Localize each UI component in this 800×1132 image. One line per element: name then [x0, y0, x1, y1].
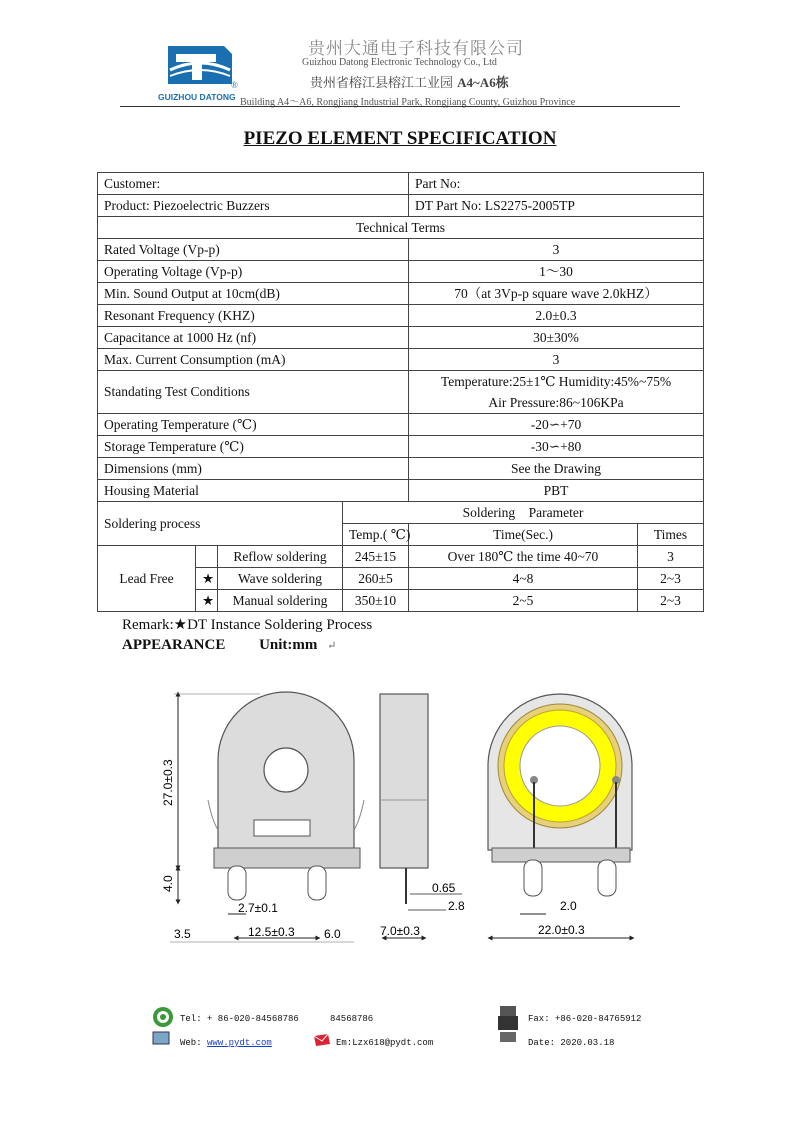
spec-label: Rated Voltage (Vp-p): [98, 239, 409, 261]
fax-icon: [496, 1004, 520, 1044]
table-row: [98, 173, 704, 195]
spec-table: [97, 172, 704, 612]
front-view: [161, 692, 364, 942]
appearance-label: APPEARANCE: [122, 637, 226, 653]
spec-value: 3: [409, 239, 704, 261]
spec-label: Max. Current Consumption (mA): [98, 349, 409, 371]
temp-header: Temp.( ℃): [343, 524, 409, 546]
dim-height: 27.0±0.3: [161, 759, 175, 806]
table-row: [98, 283, 704, 305]
technical-terms-header: Technical Terms: [98, 217, 704, 239]
table-row: [98, 305, 704, 327]
spec-value: 30±30%: [409, 327, 704, 349]
email-icon: [312, 1032, 332, 1048]
table-row: [98, 414, 704, 436]
table-row: [98, 502, 704, 524]
header-rule: [120, 106, 680, 107]
spec-value: [409, 371, 704, 414]
footer-fax: Fax: +86-020-84765912: [528, 1014, 642, 1024]
spec-value: 1～30: [409, 261, 704, 283]
address-cn: 贵州省榕江县榕江工业园 A4~A6栋: [310, 75, 509, 91]
spec-label: Housing Material: [98, 480, 409, 502]
spec-label: Operating Temperature (℃): [98, 414, 409, 436]
spec-label: Operating Voltage (Vp-p): [98, 261, 409, 283]
star-cell: ★: [196, 568, 218, 590]
dim-left: 3.5: [174, 927, 191, 941]
soldering-name: Wave soldering: [218, 568, 343, 590]
star-cell: [196, 546, 218, 568]
star-cell: ★: [196, 590, 218, 612]
table-row: [98, 349, 704, 371]
times-header: Times: [638, 524, 704, 546]
lead-free-cell: Lead Free: [98, 546, 196, 612]
table-row: [98, 458, 704, 480]
side-view: [380, 694, 465, 938]
table-row: [98, 327, 704, 349]
soldering-parameter-header: Soldering Parameter: [343, 502, 704, 524]
customer-cell: Customer:: [98, 173, 409, 195]
appearance-drawing: [150, 680, 650, 950]
dim-pin-offset: 2.8: [448, 899, 465, 913]
spec-label: Capacitance at 1000 Hz (nf): [98, 327, 409, 349]
dim-right: 6.0: [324, 927, 341, 941]
soldering-times: 3: [638, 546, 704, 568]
registered-mark: ®: [231, 80, 238, 90]
dim-width: 22.0±0.3: [538, 923, 585, 937]
spec-value: -20∽+70: [409, 414, 704, 436]
test-conditions-line2: Air Pressure:86~106KPa: [488, 395, 624, 410]
footer-web: Web: www.pydt.com: [180, 1038, 272, 1048]
remark: Remark:★DT Instance Soldering Process: [122, 617, 373, 633]
soldering-name: Reflow soldering: [218, 546, 343, 568]
spec-label: Standating Test Conditions: [98, 371, 409, 414]
appearance-heading: [122, 637, 336, 654]
product-cell: Product: Piezoelectric Buzzers: [98, 195, 409, 217]
dim-pin-len: 4.0: [161, 875, 175, 892]
soldering-temp: 260±5: [343, 568, 409, 590]
soldering-time: 2~5: [409, 590, 638, 612]
test-conditions-line1: Temperature:25±1℃ Humidity:45%~75%: [440, 374, 672, 389]
spec-value: PBT: [409, 480, 704, 502]
table-row: [98, 371, 704, 414]
dim-pitch: 12.5±0.3: [248, 925, 295, 939]
dim-back-pin: 2.0: [560, 899, 577, 913]
company-name-cn: 贵州大通电子科技有限公司: [308, 39, 524, 59]
soldering-name: Manual soldering: [218, 590, 343, 612]
table-row: [98, 480, 704, 502]
spec-value: See the Drawing: [409, 458, 704, 480]
dim-thickness: 7.0±0.3: [380, 924, 420, 938]
web-icon: [152, 1030, 172, 1046]
spec-value: 2.0±0.3: [409, 305, 704, 327]
soldering-times: 2~3: [638, 590, 704, 612]
spec-value: -30∽+80: [409, 436, 704, 458]
table-row: [98, 261, 704, 283]
spec-label: Storage Temperature (℃): [98, 436, 409, 458]
unit-label: Unit:mm: [259, 637, 318, 653]
soldering-label: Soldering process: [98, 502, 343, 546]
spec-label: Dimensions (mm): [98, 458, 409, 480]
table-row: [98, 436, 704, 458]
dt-part-no-cell: DT Part No: LS2275-2005TP: [409, 195, 704, 217]
spec-value: 70（at 3Vp-p square wave 2.0kHZ）: [409, 283, 704, 305]
back-view: [488, 694, 632, 938]
table-row: [98, 239, 704, 261]
footer-tel-2: 84568786: [330, 1014, 374, 1024]
footer-tel: Tel: + 86-020-84568786: [180, 1014, 299, 1024]
time-header: Time(Sec.): [409, 524, 638, 546]
spec-label: Resonant Frequency (KHZ): [98, 305, 409, 327]
phone-icon: [152, 1006, 174, 1028]
soldering-time: Over 180℃ the time 40~70: [409, 546, 638, 568]
soldering-temp: 245±15: [343, 546, 409, 568]
soldering-temp: 350±10: [343, 590, 409, 612]
spec-value: 3: [409, 349, 704, 371]
footer-email: Em:Lzx618@pydt.com: [336, 1038, 434, 1048]
dim-pin-thickness: 0.65: [432, 881, 456, 895]
soldering-times: 2~3: [638, 568, 704, 590]
return-mark-icon: ↵: [327, 640, 337, 652]
soldering-time: 4~8: [409, 568, 638, 590]
table-row: [98, 546, 704, 568]
part-no-cell: Part No:: [409, 173, 704, 195]
spec-label: Min. Sound Output at 10cm(dB): [98, 283, 409, 305]
footer-date: Date: 2020.03.18: [528, 1038, 615, 1048]
dim-pin-width: 2.7±0.1: [238, 901, 278, 915]
table-row: [98, 217, 704, 239]
table-row: [98, 195, 704, 217]
page-title: PIEZO ELEMENT SPECIFICATION: [243, 128, 557, 149]
address-en: Building A4～A6, Rongjiang Industrial Park, Rongjiang County, Guizhou Province: [240, 97, 576, 108]
web-link[interactable]: www.pydt.com: [207, 1038, 272, 1048]
company-name-en: Guizhou Datong Electronic Technology Co., Ltd: [302, 57, 497, 68]
logo-text: GUIZHOU DATONG: [158, 92, 236, 102]
